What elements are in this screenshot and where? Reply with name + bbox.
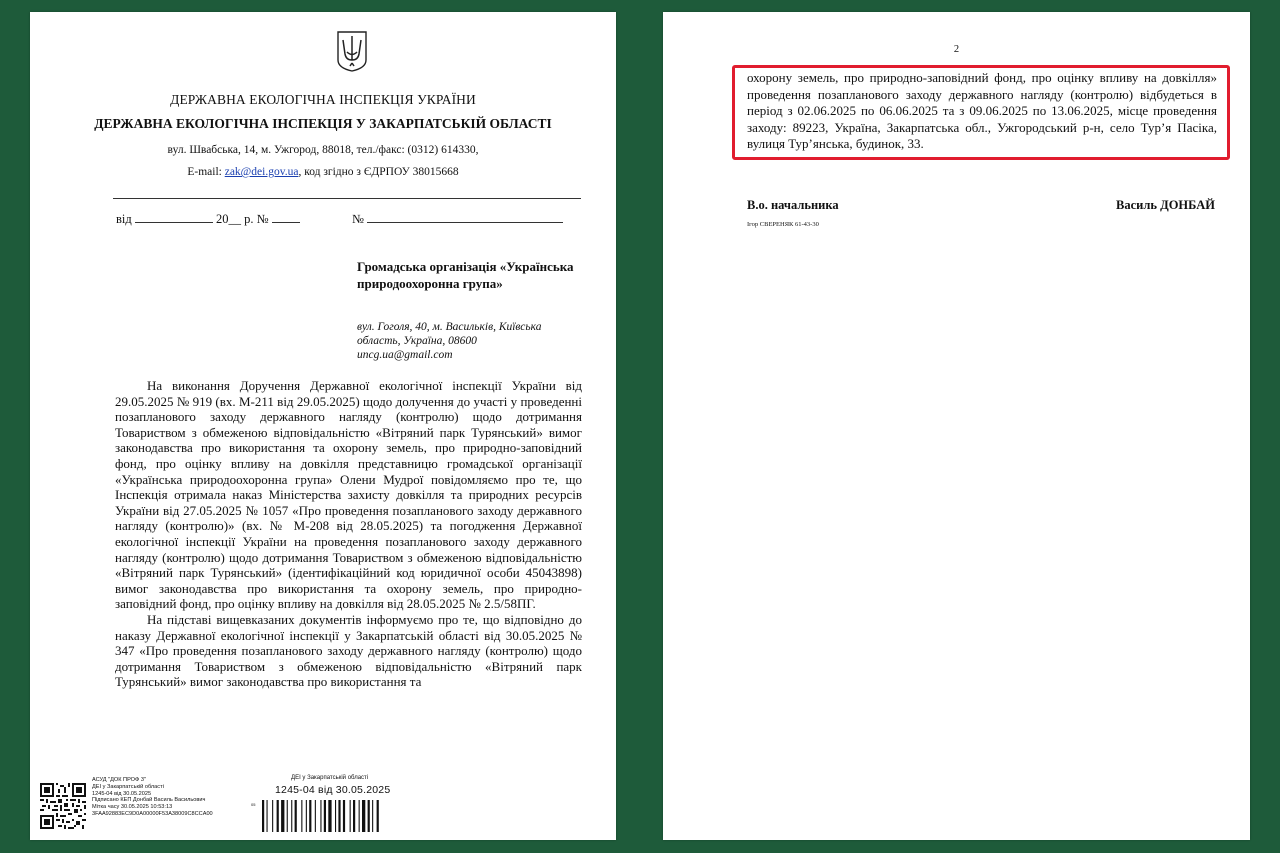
letter-page-2 xyxy=(663,12,1250,840)
ref-number-label: № xyxy=(352,212,364,226)
email-prefix: E-mail: xyxy=(187,166,225,178)
reference-from xyxy=(116,210,300,227)
barcode-bar xyxy=(272,800,273,832)
body-paragraph-continued: охорону земель, про природно-заповідний фонд, про оцінку впливу на довкілля» проведення позапланового заходу державного нагляду (контролю) відбудеться в період з 02.06.2025 по 06.06.2025 та з 09.06.2025 по 13.06.2025, місце проведення заходу: 89223, Україна, Закарпатська обл., Ужгородський р-н, село Тур’я Пасіка, вулиця Тур’янська, будинок, 33. xyxy=(747,70,1217,151)
barcode-bar xyxy=(368,800,370,832)
signatory-name: Василь ДОНБАЙ xyxy=(1116,198,1215,212)
ref-number-blank xyxy=(272,210,300,223)
letter-body xyxy=(115,378,582,690)
barcode-bar xyxy=(291,800,292,832)
registration-number: 1245-04 від 30.05.2025 xyxy=(275,784,391,796)
trident-emblem-icon xyxy=(336,30,368,72)
barcode-bar xyxy=(377,800,379,832)
email-link[interactable]: zak@dei.gov.ua xyxy=(224,166,299,178)
barcode-icon xyxy=(260,800,410,832)
org-regional-title: ДЕРЖАВНА ЕКОЛОГІЧНА ІНСПЕКЦІЯ У ЗАКАРПАТСЬКІЙ ОБЛАСТІ xyxy=(94,116,552,131)
stamp-line: 3FAA92883ЕС9D0A00000F53A38009C8CCA00 xyxy=(92,810,213,817)
barcode-bar xyxy=(343,800,345,832)
org-contacts xyxy=(30,166,616,178)
stamp-line: Мітка часу 30.05.2025 10:53:13 xyxy=(92,804,173,811)
barcode-bar xyxy=(324,800,326,832)
recipient-address xyxy=(357,320,577,362)
org-national-title: ДЕРЖАВНА ЕКОЛОГІЧНА ІНСПЕКЦІЯ УКРАЇНИ xyxy=(170,92,476,107)
executor-info: Ігор СВЕРЕНЯК 61-43-30 xyxy=(747,221,819,228)
barcode-bar xyxy=(277,800,279,832)
barcode-caption: 05 xyxy=(251,802,256,807)
stamp-line: Підписано КЕП Донбай Василь Васильович xyxy=(92,797,206,804)
barcode-bar xyxy=(301,800,302,832)
barcode-bar xyxy=(328,800,331,832)
barcode-bar xyxy=(320,800,321,832)
body-paragraph: На підставі вищевказаних документів інформуємо про те, що відповідно до наказу Державної екологічної інспекції у Закарпатській області від 30.05.2025 № 347 «Про проведення позапланового заходу державного нагляду (контролю) щодо дотримання Товариством з обмеженою відповідальністю «Вітряний парк Турянський» вимог законодавства про використання та xyxy=(115,611,582,690)
barcode-bar xyxy=(338,800,340,832)
stamp-line: АСУД "ДОК ПРОФ 3" xyxy=(92,777,146,783)
page-number: 2 xyxy=(953,44,960,55)
signatory-position: В.о. начальника xyxy=(747,198,839,212)
email-suffix: , код згідно з ЄДРПОУ 38015668 xyxy=(298,166,459,178)
barcode-bar xyxy=(353,800,355,832)
barcode-bar xyxy=(262,800,264,832)
barcode-bar xyxy=(306,800,307,832)
stamp-line: 1245-04 від 30.05.2025 xyxy=(92,790,152,797)
barcode-bar xyxy=(281,800,284,832)
letter-page-1 xyxy=(30,12,616,840)
barcode-bar xyxy=(362,800,365,832)
stamp-line: ДЕІ у Закарпатській області xyxy=(92,783,164,790)
barcode-bar xyxy=(315,800,316,832)
org-address: вул. Швабська, 14, м. Ужгород, 88018, тел./факс: (0312) 614330, xyxy=(167,144,479,156)
barcode-bar xyxy=(295,800,297,832)
barcode-bar xyxy=(287,800,288,832)
recipient-address-line: вул. Гоголя, 40, м. Васильків, Київська xyxy=(357,321,542,333)
barcode-bar xyxy=(350,800,351,832)
barcode-bar xyxy=(335,800,336,832)
header-divider xyxy=(113,198,581,199)
registration-org: ДЕІ у Закарпатській області xyxy=(291,775,369,781)
barcode-bar xyxy=(309,800,311,832)
recipient-address-line: область, Україна, 08600 xyxy=(357,335,477,347)
qr-code-icon xyxy=(40,783,86,829)
barcode-bar xyxy=(359,800,360,832)
stamp-details xyxy=(92,777,213,818)
reference-incoming xyxy=(352,210,563,227)
ref-date-blank xyxy=(135,210,213,223)
barcode-bar xyxy=(267,800,268,832)
recipient-name: Громадська організація «Українська природоохоронна група» xyxy=(357,259,574,291)
ref-from-label: від xyxy=(116,212,132,226)
recipient-email: uncg.ua@gmail.com xyxy=(357,349,453,361)
ref-year-label: 20__ р. № xyxy=(216,212,269,226)
registration-stamp xyxy=(38,775,608,835)
barcode-bar xyxy=(372,800,373,832)
ref-incoming-blank xyxy=(367,210,563,223)
body-paragraph: На виконання Доручення Державної екологічної інспекції України від 29.05.2025 № 919 (вх. М-211 від 29.05.2025) щодо долучення до участі у проведенні позапланового заходу державного нагляду (контролю) щодо дотримання Товариством з обмеженою відповідальністю «Вітряний парк Турянський» вимог законодавства про використання та охорону земель, про природно-заповідний фонд, про оцінку впливу на довкілля представницю громадської організації «Українська природоохоронна група» Олени Мудрої повідомляємо про те, що Інспекція отримала наказ Міністерства захисту довкілля та природних ресурсів України від 27.05.2025 № 1057 «Про проведення позапланового заходу державного нагляду (контролю)» (вх. № М-208 від 28.05.2025) та погодження Державної екологічної інспекції України на проведення позапланового заходу державного нагляду (контролю) щодо дотримання Товариством з обмеженою відповідальністю «Вітряний парк Турянський» (ідентифікаційний код юридичної особи 45043898) вимог законодавства про використання та охорону земель, про природно-заповідний фонд, про оцінку впливу на довкілля від 28.05.2025 № 2.5/58ПГ. xyxy=(115,378,582,612)
